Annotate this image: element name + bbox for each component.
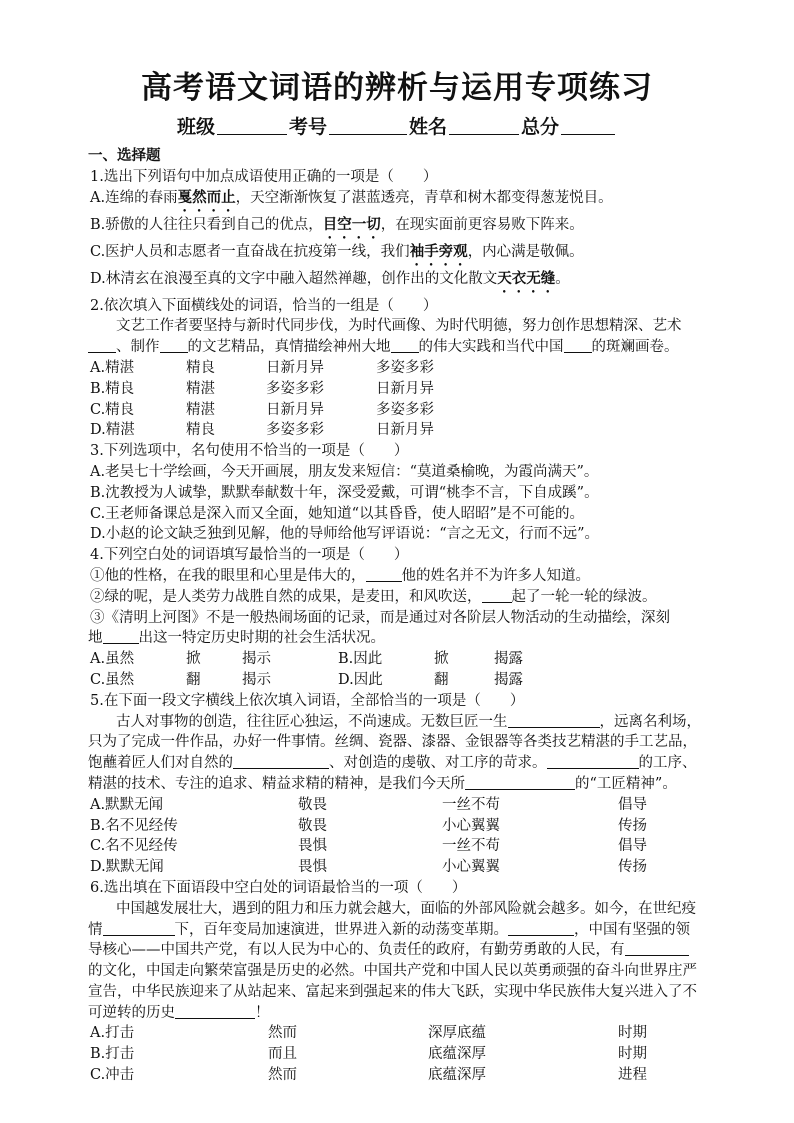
option-cell: 揭示	[242, 671, 271, 688]
option-cell: 日新月异	[376, 422, 434, 439]
option-c	[88, 242, 724, 269]
passage-line	[88, 940, 724, 961]
passage-text: 饱蘸着匠人们对自然的	[88, 755, 233, 772]
passage-line: 中国越发展壮大，遇到的阻力和压力就会越大，面临的外部风险就会越多。如今，在世纪疫	[116, 900, 696, 917]
passage-text: ！	[255, 1004, 270, 1021]
passage-text: ，远离名利场，	[599, 713, 701, 730]
option-row	[88, 1023, 724, 1044]
passage-text: 、对创造的虔敬、对工序的苛求。	[329, 755, 547, 772]
option-c: C.王老师备课总是深入而又全面，她知道“以其昏昏，使人昭昭”是不可能的。	[90, 505, 585, 522]
option-b: B.沈教授为人诚挚，默默奉献数十年，深受爱戴，可谓“桃李不言，下自成蹊”。	[90, 484, 599, 501]
option-d: D.小赵的论文缺乏独到见解，他的导师给他写评语说：“言之无文，行而不远”。	[90, 526, 600, 543]
passage-line	[88, 1003, 724, 1024]
option-b	[88, 215, 724, 242]
option-cell: D.默默无闻	[90, 859, 164, 876]
option-cell: 而且	[268, 1046, 297, 1063]
option-cell: 敬畏	[298, 796, 327, 813]
option-text: B.骄傲的人往往只看到自己的优点，	[90, 216, 323, 233]
option-row	[88, 420, 724, 441]
fill-blank	[175, 1004, 255, 1019]
name-label: 姓名	[409, 116, 448, 138]
exam-no-blank[interactable]	[329, 116, 407, 135]
question-stem: 2.依次填入下面横线处的词语，恰当的一组是（ ）	[90, 297, 438, 314]
fill-blank	[366, 567, 402, 582]
option-row	[88, 649, 724, 670]
option-cell: C.精良	[90, 401, 135, 418]
passage-text: 他的姓名并不为许多人知道。	[401, 567, 590, 584]
option-cell: 揭示	[242, 651, 271, 668]
class-label: 班级	[176, 116, 215, 138]
passage-text: ①他的性格，在我的眼里和心里是伟大的，	[90, 567, 366, 584]
question-stem: 3.下列选项中，名句使用不恰当的一项是（ ）	[90, 443, 409, 460]
fill-blank	[625, 941, 689, 956]
option-cell: 底蕴深厚	[428, 1067, 486, 1084]
question-5	[88, 691, 724, 878]
dotted-idiom: 戛然而止	[177, 188, 236, 206]
option-cell: B.名不见经传	[90, 817, 178, 834]
fill-blank	[564, 338, 592, 353]
option-text: 。	[555, 270, 570, 287]
question-3	[88, 441, 724, 545]
option-cell: 传扬	[618, 817, 647, 834]
option-text: ，天空渐渐恢复了湛蓝透亮，青草和树木都变得葱茏悦目。	[235, 189, 613, 206]
option-cell: 畏惧	[298, 838, 327, 855]
option-cell: 多姿多彩	[266, 380, 324, 397]
option-cell: 一丝不苟	[442, 838, 500, 855]
option-cell: 日新月异	[266, 401, 324, 418]
question-4	[88, 545, 724, 691]
option-cell: 多姿多彩	[376, 359, 434, 376]
question-content	[88, 146, 724, 1086]
passage-line: 只为了完成一件作品，办好一件事情。丝绸、瓷器、漆器、金银器等各类技艺精湛的手工艺品，	[88, 734, 697, 751]
exam-no-label: 考号	[288, 116, 327, 138]
passage-text: 的工序、	[638, 755, 697, 772]
passage-line	[88, 774, 724, 795]
fill-blank	[508, 921, 574, 936]
option-text: ，在现实面前更容易败下阵来。	[380, 216, 584, 233]
passage-text: 导核心——中国共产党，有以人民为中心的、负责任的政府，有勤劳勇敢的人民，有	[88, 942, 625, 959]
fill-blank	[547, 754, 639, 769]
sentence-3-cont	[88, 628, 724, 649]
option-cell: B.精良	[90, 380, 135, 397]
fill-blank	[103, 921, 175, 936]
passage-text: 地	[88, 630, 103, 647]
passage-line	[88, 712, 724, 733]
option-row	[88, 379, 724, 400]
option-cell: 然而	[268, 1067, 297, 1084]
option-cell: 倡导	[618, 838, 647, 855]
option-cell: D.精湛	[90, 422, 135, 439]
option-cell: 掀	[434, 651, 449, 668]
option-cell: 多姿多彩	[266, 422, 324, 439]
passage-text: 古人对事物的创造，往往匠心独运，不尚速成。无数巨匠一生	[116, 713, 508, 730]
option-cell: 精良	[186, 359, 215, 376]
option-cell: 掀	[186, 651, 201, 668]
option-cell: 翻	[186, 671, 201, 688]
option-cell: 精良	[186, 422, 215, 439]
question-1	[88, 167, 724, 296]
option-cell: 时期	[618, 1025, 647, 1042]
question-stem: 5.在下面一段文字横线上依次填入词语，全部恰当的一项是（ ）	[90, 692, 525, 709]
passage-text: ②绿的呢，是人类劳力战胜自然的成果，是麦田，和风吹送，	[90, 588, 482, 605]
question-6	[88, 878, 724, 1086]
option-d	[88, 269, 724, 296]
option-cell: A.虽然	[90, 651, 135, 668]
score-label: 总分	[521, 116, 560, 138]
option-cell: 时期	[618, 1046, 647, 1063]
passage-text: 起了一轮一轮的绿波。	[511, 588, 657, 605]
passage-text: 的伟大实践和当代中国	[418, 339, 564, 356]
passage-line	[88, 920, 724, 941]
student-info-line	[0, 112, 794, 139]
passage-line	[88, 753, 724, 774]
option-cell: 揭露	[494, 651, 523, 668]
page-title: 高考语文词语的辨析与运用专项练习	[141, 70, 653, 106]
option-cell: B.打击	[90, 1046, 135, 1063]
option-a	[88, 188, 724, 215]
option-cell: 翻	[434, 671, 449, 688]
option-row	[88, 358, 724, 379]
fill-blank	[482, 588, 512, 603]
passage-line: 文艺工作者要坚持与新时代同步伐，为时代画像、为时代明德，努力创作思想精深、艺术	[116, 318, 682, 335]
option-row	[88, 1065, 724, 1086]
option-text: ，内心满是敬佩。	[467, 243, 584, 260]
score-blank[interactable]	[561, 116, 615, 135]
option-cell: 小心翼翼	[442, 817, 500, 834]
passage-text: 可逆转的历史	[88, 1004, 175, 1021]
fill-blank	[508, 713, 600, 728]
fill-blank	[233, 754, 329, 769]
question-stem: 4.下列空白处的词语填写最恰当的一项是（ ）	[90, 547, 409, 564]
passage-text: 出这一特定历史时期的社会生活状况。	[138, 630, 385, 647]
option-cell: 小心翼翼	[442, 859, 500, 876]
passage-line	[88, 337, 724, 358]
passage-text: 情	[88, 921, 103, 938]
sentence-1	[88, 566, 724, 587]
option-cell: 倡导	[618, 796, 647, 813]
option-cell: 精湛	[186, 401, 215, 418]
option-cell: 一丝不苟	[442, 796, 500, 813]
class-blank[interactable]	[217, 116, 287, 135]
option-cell: 进程	[618, 1067, 647, 1084]
question-2	[88, 296, 724, 442]
dotted-idiom: 袖手旁观	[409, 242, 468, 260]
option-cell: 传扬	[618, 859, 647, 876]
option-cell: A.精湛	[90, 359, 135, 376]
option-row	[88, 836, 724, 857]
option-cell: B.因此	[338, 651, 383, 668]
option-cell: 多姿多彩	[376, 401, 434, 418]
fill-blank	[88, 338, 116, 353]
option-a: A.老吴七十学绘画，今天开画展，朋友发来短信：“莫道桑榆晚，为霞尚满天”。	[90, 463, 599, 480]
option-cell: A.打击	[90, 1025, 135, 1042]
section-heading: 一、选择题	[88, 147, 161, 164]
question-stem: 6.选出填在下面语段中空白处的词语最恰当的一项（ ）	[90, 879, 467, 896]
option-row	[88, 816, 724, 837]
option-text: D.林清玄在浪漫至真的文字中融入超然禅趣，创作出的文化散文	[90, 270, 498, 287]
option-cell: C.虽然	[90, 671, 135, 688]
sentence-3: ③《清明上河图》不是一般热闹场面的记录，而是通过对各阶层人物活动的生动描绘，深刻	[90, 609, 670, 626]
option-cell: 深厚底蕴	[428, 1025, 486, 1042]
passage-line: 宣告，中华民族迎来了从站起来、富起来到强起来的伟大飞跃，实现中华民族伟大复兴进入了不	[88, 983, 697, 1000]
name-blank[interactable]	[449, 116, 519, 135]
option-text: A.连绵的春雨	[90, 189, 178, 206]
option-cell: D.因此	[338, 671, 383, 688]
option-cell: 然而	[268, 1025, 297, 1042]
passage-text: 的文艺精品，真情描绘神州大地	[187, 339, 391, 356]
option-cell: 底蕴深厚	[428, 1046, 486, 1063]
option-row	[88, 400, 724, 421]
fill-blank	[103, 629, 139, 644]
option-cell: A.默默无闻	[90, 796, 164, 813]
option-cell: 精湛	[186, 380, 215, 397]
option-cell: 揭露	[494, 671, 523, 688]
option-row	[88, 670, 724, 691]
passage-text: 的斑斓画卷。	[591, 339, 679, 356]
fill-blank	[465, 775, 575, 790]
option-row	[88, 857, 724, 878]
question-stem: 1.选出下列语句中加点成语使用正确的一项是（ ）	[90, 168, 438, 185]
option-cell: 敬畏	[298, 817, 327, 834]
passage-text: ，中国有坚强的领	[574, 921, 690, 938]
passage-line: 的文化，中国走向繁荣富强是历史的必然。中国共产党和中国人民以英勇顽强的奋斗向世界庄严	[88, 963, 697, 980]
option-cell: 日新月异	[266, 359, 324, 376]
fill-blank	[391, 338, 419, 353]
option-row	[88, 1044, 724, 1065]
passage-text: 精湛的技术、专注的追求、精益求精的精神，是我们今天所	[88, 775, 465, 792]
passage-text: 、制作	[116, 339, 160, 356]
dotted-idiom: 目空一切	[322, 215, 381, 233]
sentence-2	[88, 587, 724, 608]
passage-text: 下，百年变局加速演进，世界进入新的动荡变革期。	[174, 921, 508, 938]
option-cell: 日新月异	[376, 380, 434, 397]
passage-text: 的“工匠精神”。	[575, 775, 677, 792]
option-text: C.医护人员和志愿者一直奋战在抗疫第一线，我们	[90, 243, 410, 260]
option-cell: C.冲击	[90, 1067, 135, 1084]
option-row	[88, 795, 724, 816]
option-cell: 畏惧	[298, 859, 327, 876]
option-cell: C.名不见经传	[90, 838, 178, 855]
fill-blank	[160, 338, 188, 353]
dotted-idiom: 天衣无缝	[497, 269, 556, 287]
